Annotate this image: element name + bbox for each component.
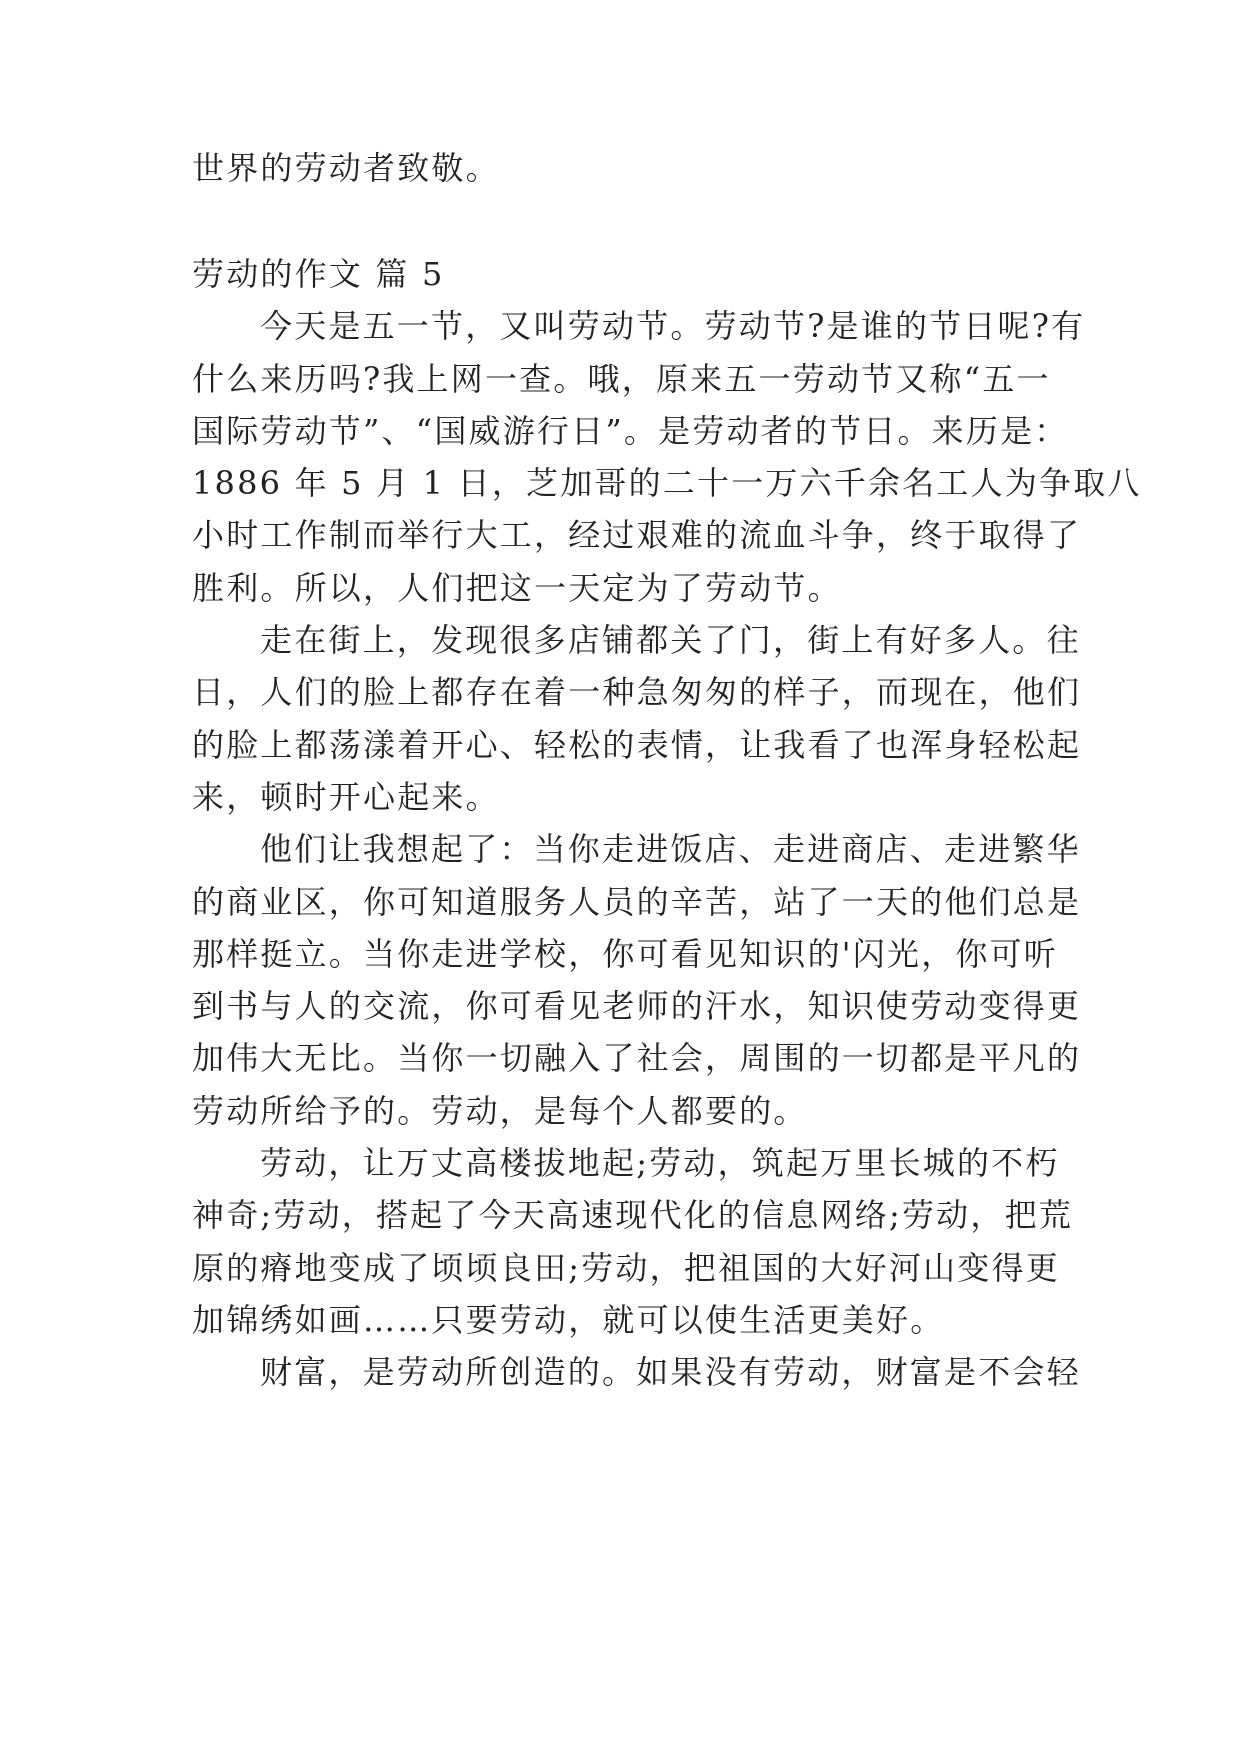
paragraph-line: 那样挺立。当你走进学校，你可看见知识的'闪光，你可听 xyxy=(192,935,1058,973)
paragraph-line: 国际劳动节”、“国威游行日”。是劳动者的节日。来历是： xyxy=(192,412,1069,450)
paragraph-line: 原的瘠地变成了顷顷良田;劳动，把祖国的大好河山变得更 xyxy=(192,1249,1060,1287)
paragraph-line: 今天是五一节，又叫劳动节。劳动节?是谁的节日呢?有 xyxy=(260,307,1086,345)
paragraph-line: 小时工作制而举行大工，经过艰难的流血斗争，终于取得了 xyxy=(192,516,1082,554)
paragraph-line: 来，顿时开心起来。 xyxy=(192,778,500,816)
paragraph-line: 的商业区，你可知道服务人员的辛苦，站了一天的他们总是 xyxy=(192,883,1082,921)
section-heading: 劳动的作文 篇 5 xyxy=(192,255,445,293)
paragraph-line: 神奇;劳动，搭起了今天高速现代化的信息网络;劳动，把荒 xyxy=(192,1196,1073,1234)
paragraph-line: 劳动，让万丈高楼拔地起;劳动，筑起万里长城的不朽 xyxy=(260,1144,1060,1182)
paragraph-line: 他们让我想起了：当你走进饭店、走进商店、走进繁华 xyxy=(260,830,1081,868)
paragraph-line: 什么来历吗?我上网一查。哦，原来五一劳动节又称“五一 xyxy=(192,360,1051,398)
intro-line: 世界的劳动者致敬。 xyxy=(192,149,500,187)
paragraph-line: 加伟大无比。当你一切融入了社会，周围的一切都是平凡的 xyxy=(192,1039,1082,1077)
paragraph-line: 加锦绣如画……只要劳动，就可以使生活更美好。 xyxy=(192,1301,945,1339)
paragraph-line: 财富，是劳动所创造的。如果没有劳动，财富是不会轻 xyxy=(260,1353,1081,1391)
paragraph-line: 日，人们的脸上都存在着一种急匆匆的样子，而现在，他们 xyxy=(192,673,1082,711)
paragraph-line: 1886 年 5 月 1 日，芝加哥的二十一万六千余名工人为争取八 xyxy=(192,464,1142,502)
paragraph-line: 到书与人的交流，你可看见老师的汗水，知识使劳动变得更 xyxy=(192,987,1082,1025)
paragraph-line: 的脸上都荡漾着开心、轻松的表情，让我看了也浑身轻松起 xyxy=(192,726,1082,764)
paragraph-line: 劳动所给予的。劳动，是每个人都要的。 xyxy=(192,1092,808,1130)
paragraph-line: 胜利。所以，人们把这一天定为了劳动节。 xyxy=(192,569,842,607)
paragraph-line: 走在街上，发现很多店铺都关了门，街上有好多人。往 xyxy=(260,621,1081,659)
